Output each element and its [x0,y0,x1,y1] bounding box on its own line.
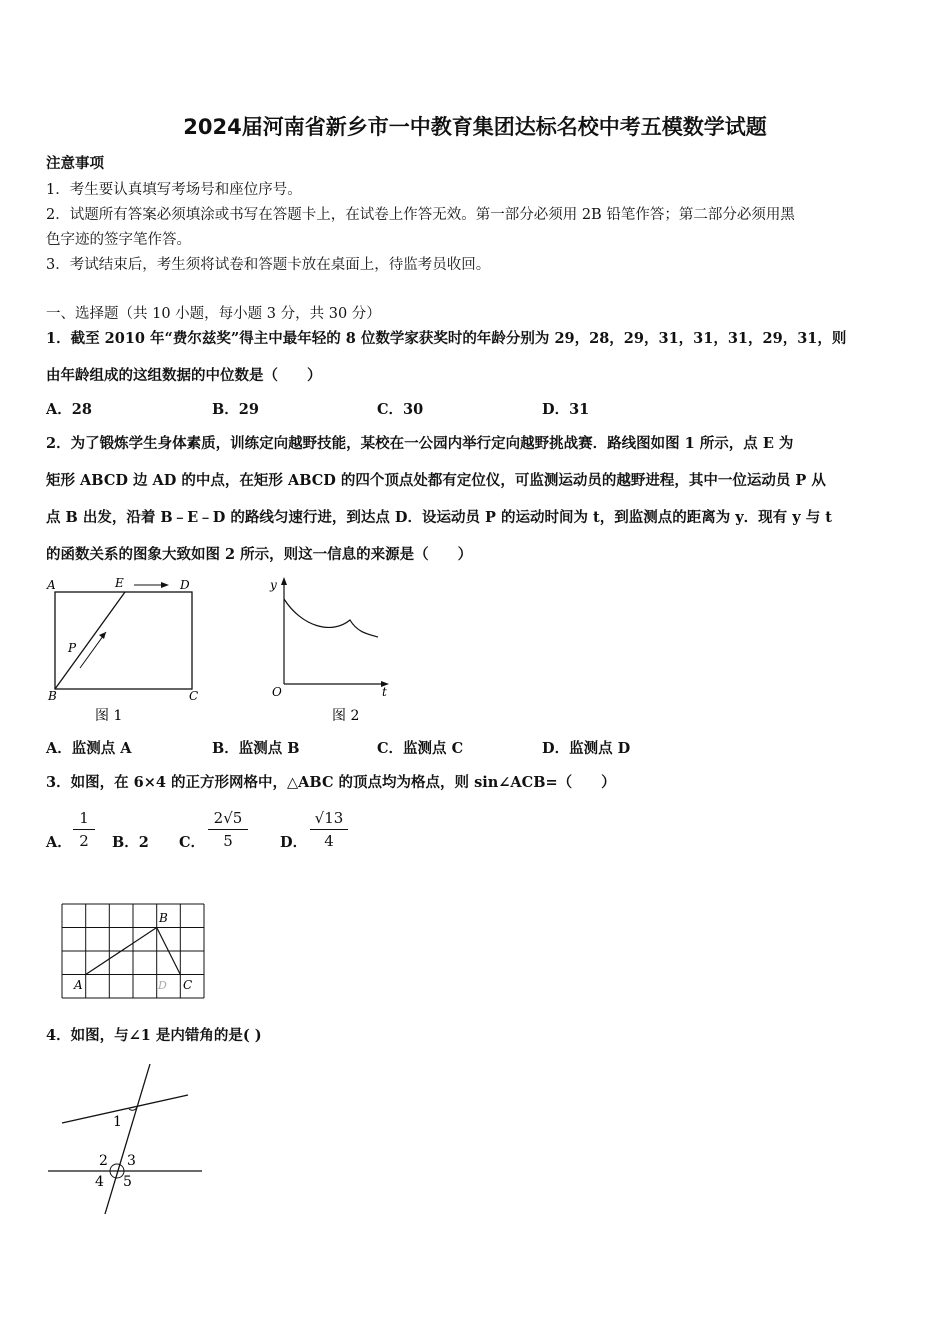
notice-heading: 注意事项 [46,155,104,172]
angle-label-3: 3 [127,1153,136,1169]
question-4-stem: 4．如图，与∠1 是内错角的是( ) [46,1027,262,1044]
fraction-denominator: 2 [79,832,89,850]
fraction-numerator: √13 [314,809,344,827]
label-o: O [272,685,282,699]
fraction-bar [208,829,248,830]
notice-item: 3．考试结束后，考生须将试卷和答题卡放在桌面上，待监考员收回。 [46,257,491,273]
q4-figure [44,1060,209,1220]
question-1-line: 1．截至 2010 年“费尔兹奖”得主中最年轻的 8 位数学家获奖时的年龄分别为 29，28，29，31，31，31，29，31，则 [46,330,847,347]
q2-option-b: B．监测点 B [212,740,300,757]
question-2-line: 点 B 出发，沿着 B﹣E﹣D 的路线匀速行进，到达点 D．设运动员 P 的运动时间为 t，到监测点的距离为 y．现有 y 与 t [46,509,832,526]
label-a: A [74,978,83,992]
q3-option-d-label: D． [280,834,308,851]
q3-option-c-fraction [208,808,248,851]
label-e: E [115,576,124,590]
fraction-numerator: 2√5 [213,809,243,827]
angle-label-2: 2 [99,1153,108,1169]
label-a: A [47,578,56,592]
arrowhead [99,632,106,639]
q2-figure-2 [262,572,397,727]
q2-option-d: D．监测点 D [542,740,631,757]
section-heading: 一、选择题（共 10 小题，每小题 3 分，共 30 分） [46,306,381,322]
question-2-line: 2．为了锻炼学生身体素质，训练定向越野技能，某校在一公园内举行定向越野挑战赛．路线图如图 1 所示，点 E 为 [46,435,794,452]
notice-item: 2．试题所有答案必须填涂或书写在答题卡上，在试卷上作答无效。第一部分必须用 2B 铅笔作答；第二部分必须用黑 [46,207,795,223]
angle-label-1: 1 [113,1114,122,1130]
q2-figure-1 [40,572,210,727]
q3-option-d-fraction [310,808,348,851]
fraction-numerator: 1 [79,809,89,827]
q1-option-b: B．29 [212,401,259,418]
line-upper [62,1095,188,1123]
q1-option-c: C．30 [377,401,424,418]
notice-item: 色字迹的签字笔作答。 [46,232,191,248]
y-axis-arrow [281,577,287,585]
q3-option-a-label: A． [46,834,72,851]
label-c: C [189,689,199,703]
angle-label-4: 4 [95,1174,104,1190]
figure-1-caption: 图 1 [95,708,123,724]
q3-grid-figure [58,900,218,1002]
label-t: t [382,685,387,699]
transversal [105,1064,150,1214]
question-1-line: 由年龄组成的这组数据的中位数是（ ） [46,367,322,384]
question-3-stem: 3．如图，在 6×4 的正方形网格中，△ABC 的顶点均为格点，则 sin∠ACB=（ ） [46,774,616,791]
q3-option-c-label: C． [179,834,206,851]
label-y: y [270,578,277,592]
q1-option-a: A．28 [46,401,92,418]
figure-2-caption: 图 2 [332,708,360,724]
angle-label-5: 5 [123,1174,132,1190]
fraction-denominator: 4 [324,832,334,850]
page-title: 2024届河南省新乡市一中教育集团达标名校中考五模数学试题 [183,115,767,139]
notice-item: 1．考生要认真填写考场号和座位序号。 [46,182,302,198]
fraction-bar [310,829,348,830]
fraction-denominator: 5 [223,832,233,850]
label-b: B [159,911,168,925]
q1-option-d: D．31 [542,401,590,418]
label-d: D [158,979,167,992]
fraction-bar [73,829,95,830]
q2-option-a: A．监测点 A [46,740,132,757]
arrowhead [161,582,169,588]
segment-be [55,592,125,689]
graph-curve [284,599,378,637]
question-2-line: 的函数关系的图象大致如图 2 所示，则这一信息的来源是（ ） [46,546,473,563]
q3-option-b: B．2 [112,834,149,851]
label-c: C [183,978,193,992]
label-d: D [180,578,190,592]
q3-option-a-fraction [73,808,95,851]
q2-option-c: C．监测点 C [377,740,464,757]
label-b: B [48,689,57,703]
label-p: P [68,641,77,655]
question-2-line: 矩形 ABCD 边 AD 的中点，在矩形 ABCD 的四个顶点处都有定位仪，可监测运动员的越野进程，其中一位运动员 P 从 [46,472,826,489]
